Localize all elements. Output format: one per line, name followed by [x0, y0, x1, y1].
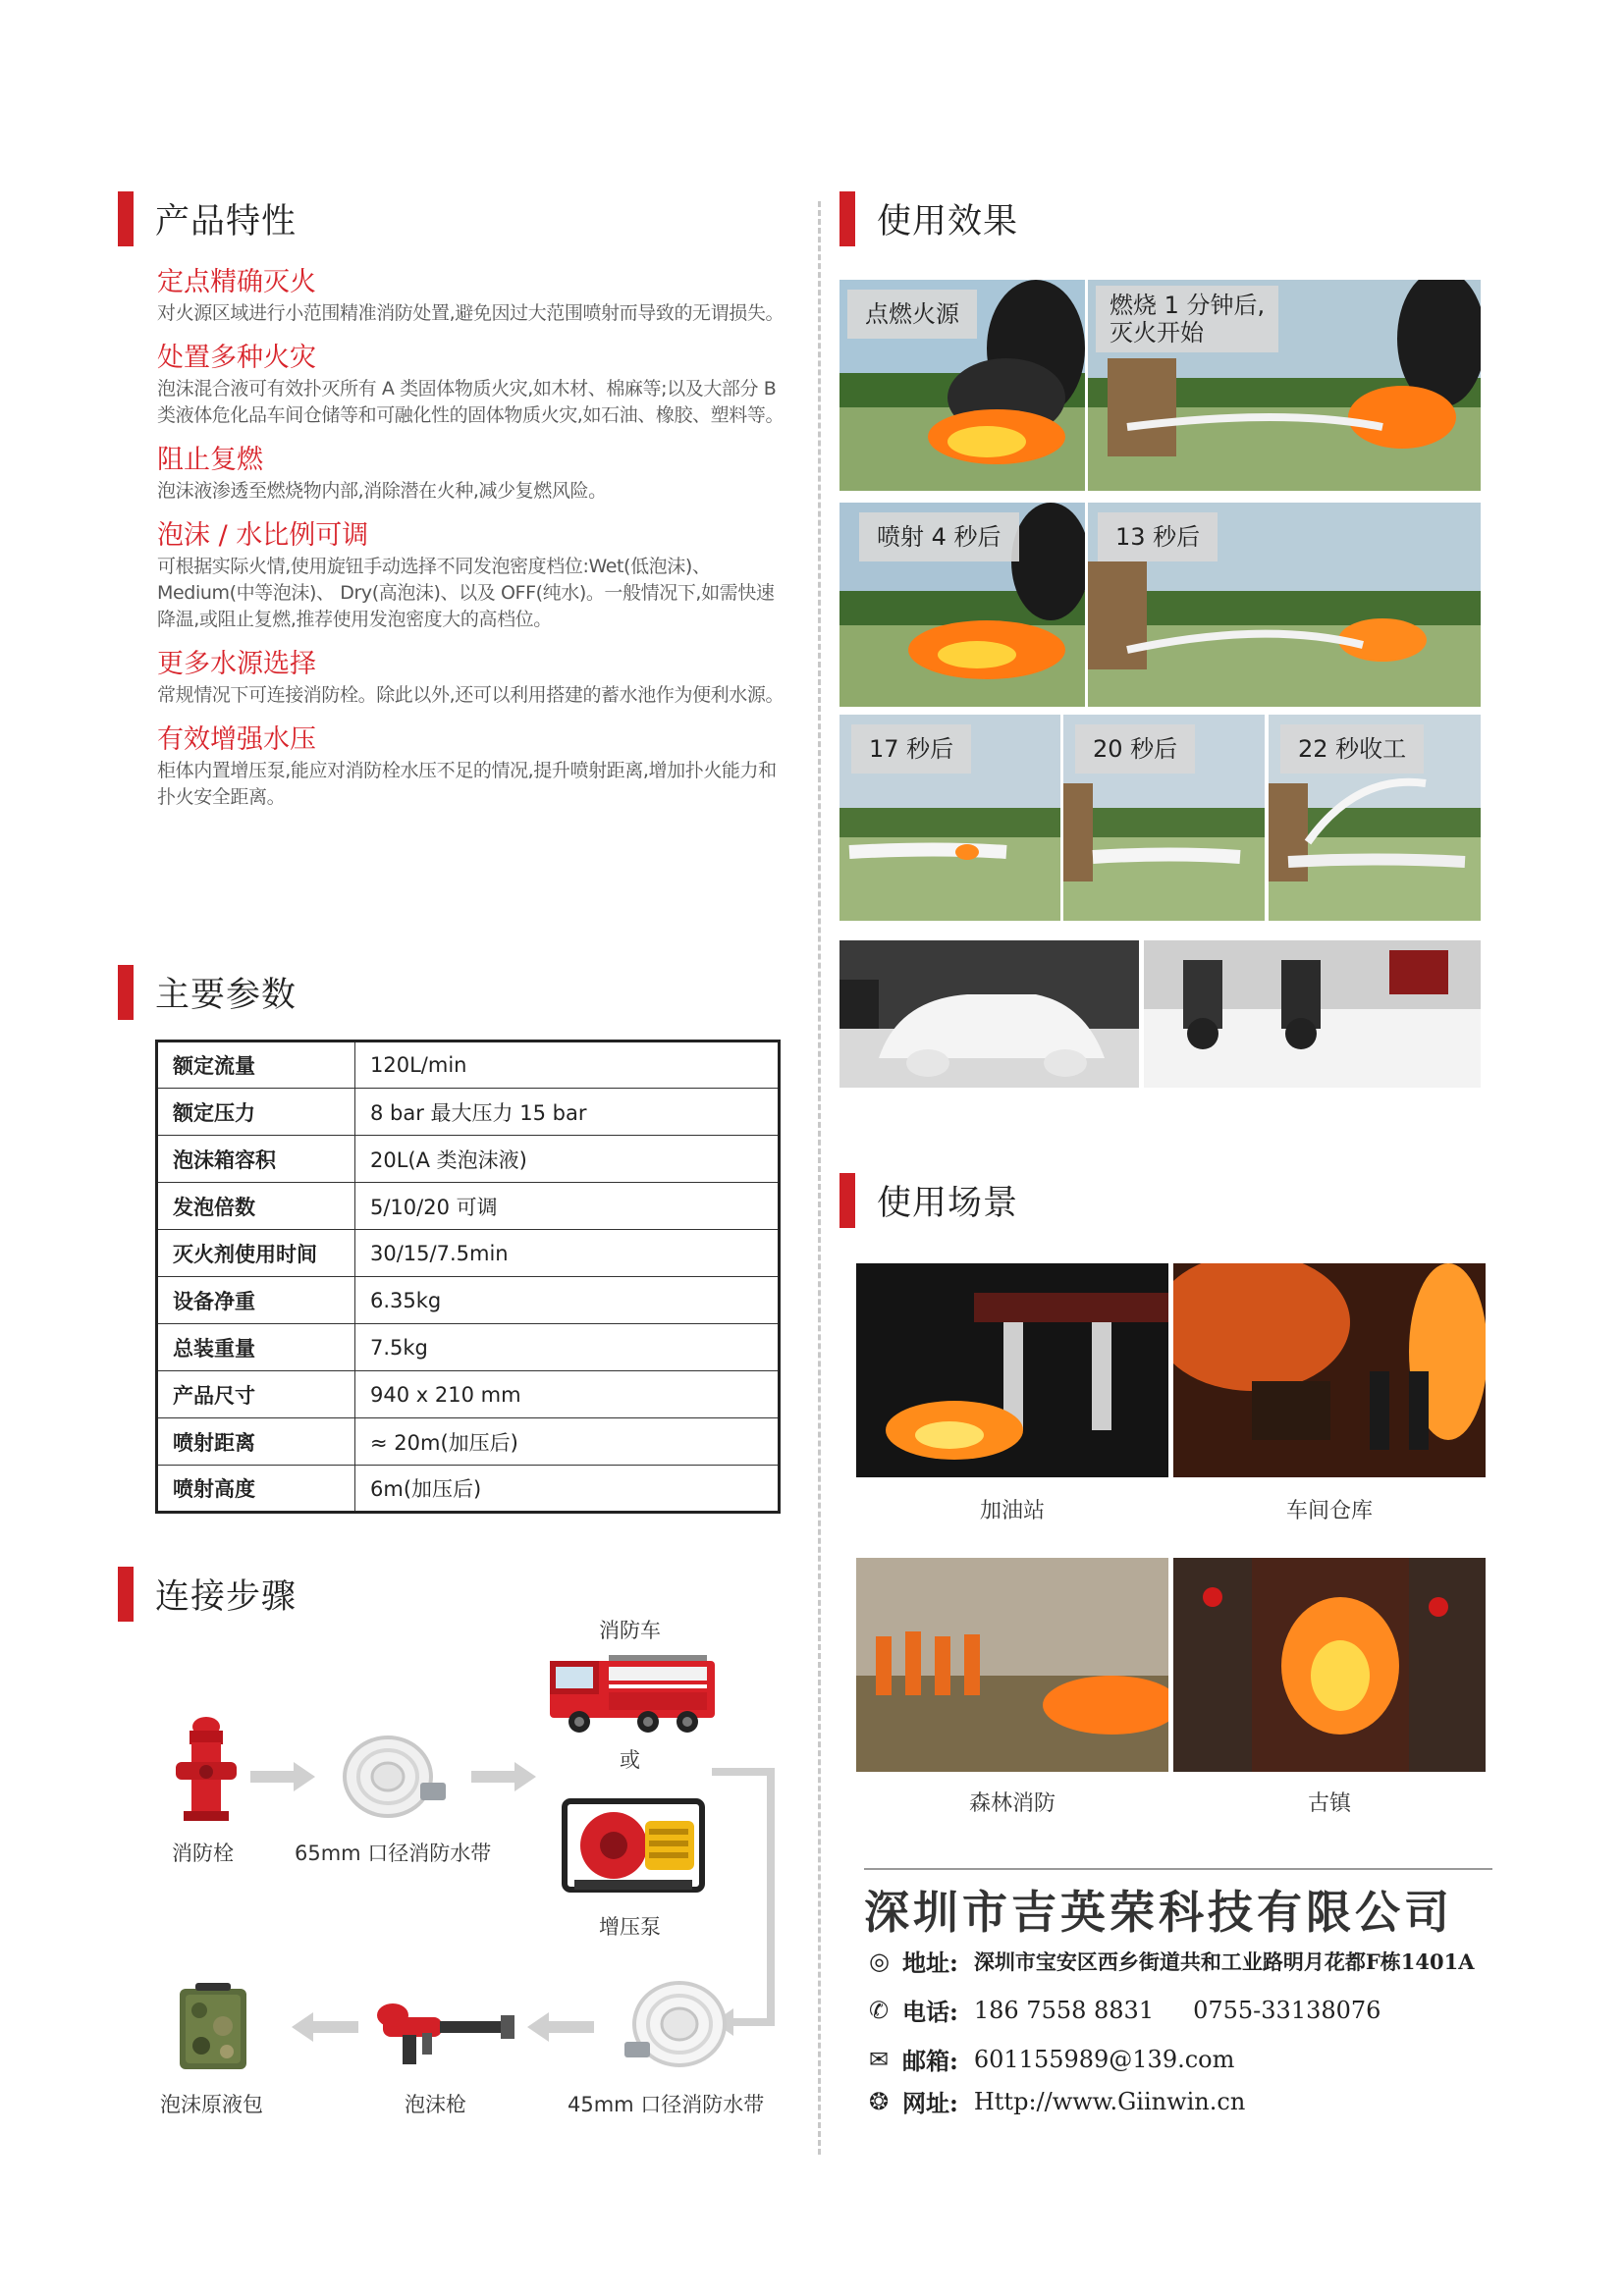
effect-caption: 17 秒后	[851, 724, 971, 774]
feature-item	[157, 722, 785, 811]
contact-phone	[869, 1993, 1380, 2027]
section-title-text: 使用效果	[877, 202, 1019, 241]
param-value: 30/15/7.5min	[355, 1230, 780, 1277]
fire-truck-icon	[540, 1649, 727, 1737]
section-title-steps	[118, 1567, 297, 1622]
column-divider	[818, 201, 821, 2155]
param-value: 120L/min	[355, 1041, 780, 1089]
arrow-right-icon	[471, 1762, 540, 1791]
contact-value: 186 7558 8831	[973, 1996, 1155, 2024]
scene-label: 加油站	[979, 1499, 1045, 1523]
contact-value[interactable]: 601155989@139.com	[973, 2045, 1235, 2073]
fire-hose-roll-icon	[619, 1973, 736, 2081]
feature-title: 泡沫 / 水比例可调	[157, 520, 369, 551]
scene-photo-old-town	[1173, 1558, 1486, 1772]
feature-title: 处置多种火灾	[157, 343, 316, 373]
param-key: 喷射高度	[157, 1466, 355, 1513]
feature-title: 有效增强水压	[157, 724, 316, 755]
contact-value[interactable]: Http://www.Giinwin.cn	[973, 2087, 1246, 2115]
param-key: 额定压力	[157, 1089, 355, 1136]
location-icon: ◎	[869, 1947, 890, 1975]
feature-text: 泡沫混合液可有效扑灭所有 A 类固体物质火灾,如木材、棉麻等;以及大部分 B 类液体危化品车间仓储等和可融化性的固体物质火灾,如石油、橡胶、塑料等。	[157, 378, 785, 426]
section-bar	[839, 1173, 855, 1228]
params-table	[155, 1040, 781, 1514]
effect-photo-3	[839, 503, 1085, 707]
foam-covered-car-image	[839, 940, 1139, 1088]
table-row	[157, 1041, 780, 1089]
effect-caption: 喷射 4 秒后	[859, 512, 1019, 561]
scene-label: 森林消防	[968, 1791, 1056, 1816]
contact-value: 深圳市宝安区西乡街道共和工业路明月花都F栋1401A	[973, 1949, 1475, 1974]
param-value: 6.35kg	[355, 1277, 780, 1324]
step-label-hose65: 65mm 口径消防水带	[295, 1842, 492, 1865]
feature-item	[157, 341, 785, 429]
caption-line: 燃烧 1 分钟后,	[1110, 292, 1266, 319]
effect-photo-7	[1269, 715, 1481, 921]
company-name: 深圳市吉英荣科技有限公司	[864, 1886, 1453, 1939]
step-label-hydrant: 消防栓	[172, 1842, 234, 1865]
table-row	[157, 1466, 780, 1513]
contact-key: 网址:	[902, 2089, 958, 2117]
phone-icon: ✆	[869, 1996, 890, 2024]
section-bar	[118, 191, 134, 246]
section-title-scenes	[839, 1173, 1018, 1228]
contact-key: 邮箱:	[902, 2047, 958, 2075]
section-title-effect	[839, 191, 1018, 246]
table-row	[157, 1324, 780, 1371]
effect-photo-5	[839, 715, 1060, 921]
feature-title: 阻止复燃	[157, 445, 263, 475]
section-title-text: 连接步骤	[155, 1577, 298, 1617]
param-value: ≈ 20m(加压后)	[355, 1418, 780, 1466]
contact-website	[869, 2084, 1245, 2118]
booster-pump-icon	[555, 1782, 712, 1899]
param-value: 5/10/20 可调	[355, 1183, 780, 1230]
param-key: 产品尺寸	[157, 1371, 355, 1418]
section-bar	[118, 965, 134, 1020]
arrow-left-icon	[290, 2012, 358, 2042]
feature-item	[157, 518, 785, 633]
step-label-hose45: 45mm 口径消防水带	[568, 2093, 765, 2116]
param-key: 灭火剂使用时间	[157, 1230, 355, 1277]
contact-address	[869, 1944, 1475, 1978]
section-bar	[118, 1567, 134, 1622]
table-row	[157, 1183, 780, 1230]
param-value: 7.5kg	[355, 1324, 780, 1371]
scene-label: 车间仓库	[1285, 1499, 1373, 1523]
param-value: 940 x 210 mm	[355, 1371, 780, 1418]
param-value: 6m(加压后)	[355, 1466, 780, 1513]
section-title-features	[118, 191, 297, 246]
features-list	[157, 265, 785, 825]
scene-photo-warehouse	[1173, 1263, 1486, 1477]
step-label-truck: 消防车	[599, 1619, 661, 1642]
arrow-right-icon	[250, 1762, 319, 1791]
contact-email	[869, 2042, 1234, 2076]
table-row	[157, 1418, 780, 1466]
feature-item	[157, 443, 785, 505]
step-label-or: 或	[620, 1748, 640, 1772]
feature-item	[157, 265, 785, 327]
forest-fire-image	[856, 1558, 1168, 1772]
feature-title: 更多水源选择	[157, 649, 316, 679]
table-row	[157, 1136, 780, 1183]
foam-motorbikes-photo	[1144, 940, 1481, 1088]
company-divider	[864, 1868, 1492, 1870]
feature-text: 常规情况下可连接消防栓。除此以外,还可以利用搭建的蓄水池作为便利水源。	[157, 684, 785, 706]
contact-value: 0755-33138076	[1193, 1996, 1381, 2024]
scene-photo-forest	[856, 1558, 1168, 1772]
param-key: 泡沫箱容积	[157, 1136, 355, 1183]
warehouse-fire-image	[1173, 1263, 1486, 1477]
contact-key: 电话:	[902, 1998, 958, 2026]
param-key: 喷射距离	[157, 1418, 355, 1466]
section-title-params	[118, 965, 297, 1020]
old-town-fire-image	[1173, 1558, 1486, 1772]
effect-photo-2	[1088, 280, 1481, 491]
section-title-text: 产品特性	[155, 202, 298, 241]
param-key: 额定流量	[157, 1041, 355, 1089]
fire-hose-roll-icon	[334, 1728, 452, 1826]
effect-caption: 13 秒后	[1098, 512, 1218, 561]
foam-bag-icon	[172, 1983, 255, 2076]
feature-item	[157, 647, 785, 709]
caption-line: 灭火开始	[1110, 319, 1204, 347]
feature-text: 柜体内置增压泵,能应对消防栓水压不足的情况,提升喷射距离,增加扑火能力和扑火安全距离。	[157, 760, 777, 808]
table-row	[157, 1371, 780, 1418]
foam-covered-motorbikes-image	[1144, 940, 1481, 1088]
effect-photo-6	[1063, 715, 1265, 921]
feature-title: 定点精确灭火	[157, 267, 316, 297]
effect-caption: 22 秒收工	[1280, 724, 1424, 774]
effect-photo-1	[839, 280, 1085, 491]
effect-photo-4	[1088, 503, 1481, 707]
step-label-bag: 泡沫原液包	[160, 2093, 263, 2116]
scene-photo-gas-station	[856, 1263, 1168, 1477]
table-row	[157, 1277, 780, 1324]
section-bar	[839, 191, 855, 246]
gas-station-fire-image	[856, 1263, 1168, 1477]
arrow-left-icon	[525, 2012, 594, 2042]
effect-caption: 20 秒后	[1075, 724, 1195, 774]
foam-car-photo	[839, 940, 1139, 1088]
param-key: 设备净重	[157, 1277, 355, 1324]
section-title-text: 使用场景	[877, 1184, 1019, 1223]
mail-icon: ✉	[869, 2045, 890, 2073]
param-key: 总装重量	[157, 1324, 355, 1371]
feature-text: 泡沫液渗透至燃烧物内部,消除潜在火种,减少复燃风险。	[157, 480, 607, 502]
param-value: 20L(A 类泡沫液)	[355, 1136, 780, 1183]
web-icon: ❂	[869, 2087, 890, 2115]
param-value: 8 bar 最大压力 15 bar	[355, 1089, 780, 1136]
scene-label: 古镇	[1307, 1791, 1351, 1816]
step-label-pump: 增压泵	[599, 1915, 661, 1939]
feature-text: 可根据实际火情,使用旋钮手动选择不同发泡密度档位:Wet(低泡沫)、 Medium(中等泡沫)、 Dry(高泡沫)、以及 OFF(纯水)。一般情况下,如需快速降温,或阻止复燃,推荐使用发泡密度大的高档位。	[157, 556, 775, 630]
step-label-gun: 泡沫枪	[405, 2093, 466, 2116]
section-title-text: 主要参数	[155, 976, 298, 1015]
foam-gun-icon	[363, 1988, 520, 2076]
table-row	[157, 1230, 780, 1277]
table-row	[157, 1089, 780, 1136]
contact-key: 地址:	[902, 1949, 958, 1977]
effect-caption	[1096, 286, 1278, 352]
effect-caption: 点燃火源	[847, 290, 977, 339]
fire-hydrant-icon	[172, 1713, 241, 1826]
param-key: 发泡倍数	[157, 1183, 355, 1230]
feature-text: 对火源区域进行小范围精准消防处置,避免因过大范围喷射而导致的无谓损失。	[157, 302, 785, 324]
